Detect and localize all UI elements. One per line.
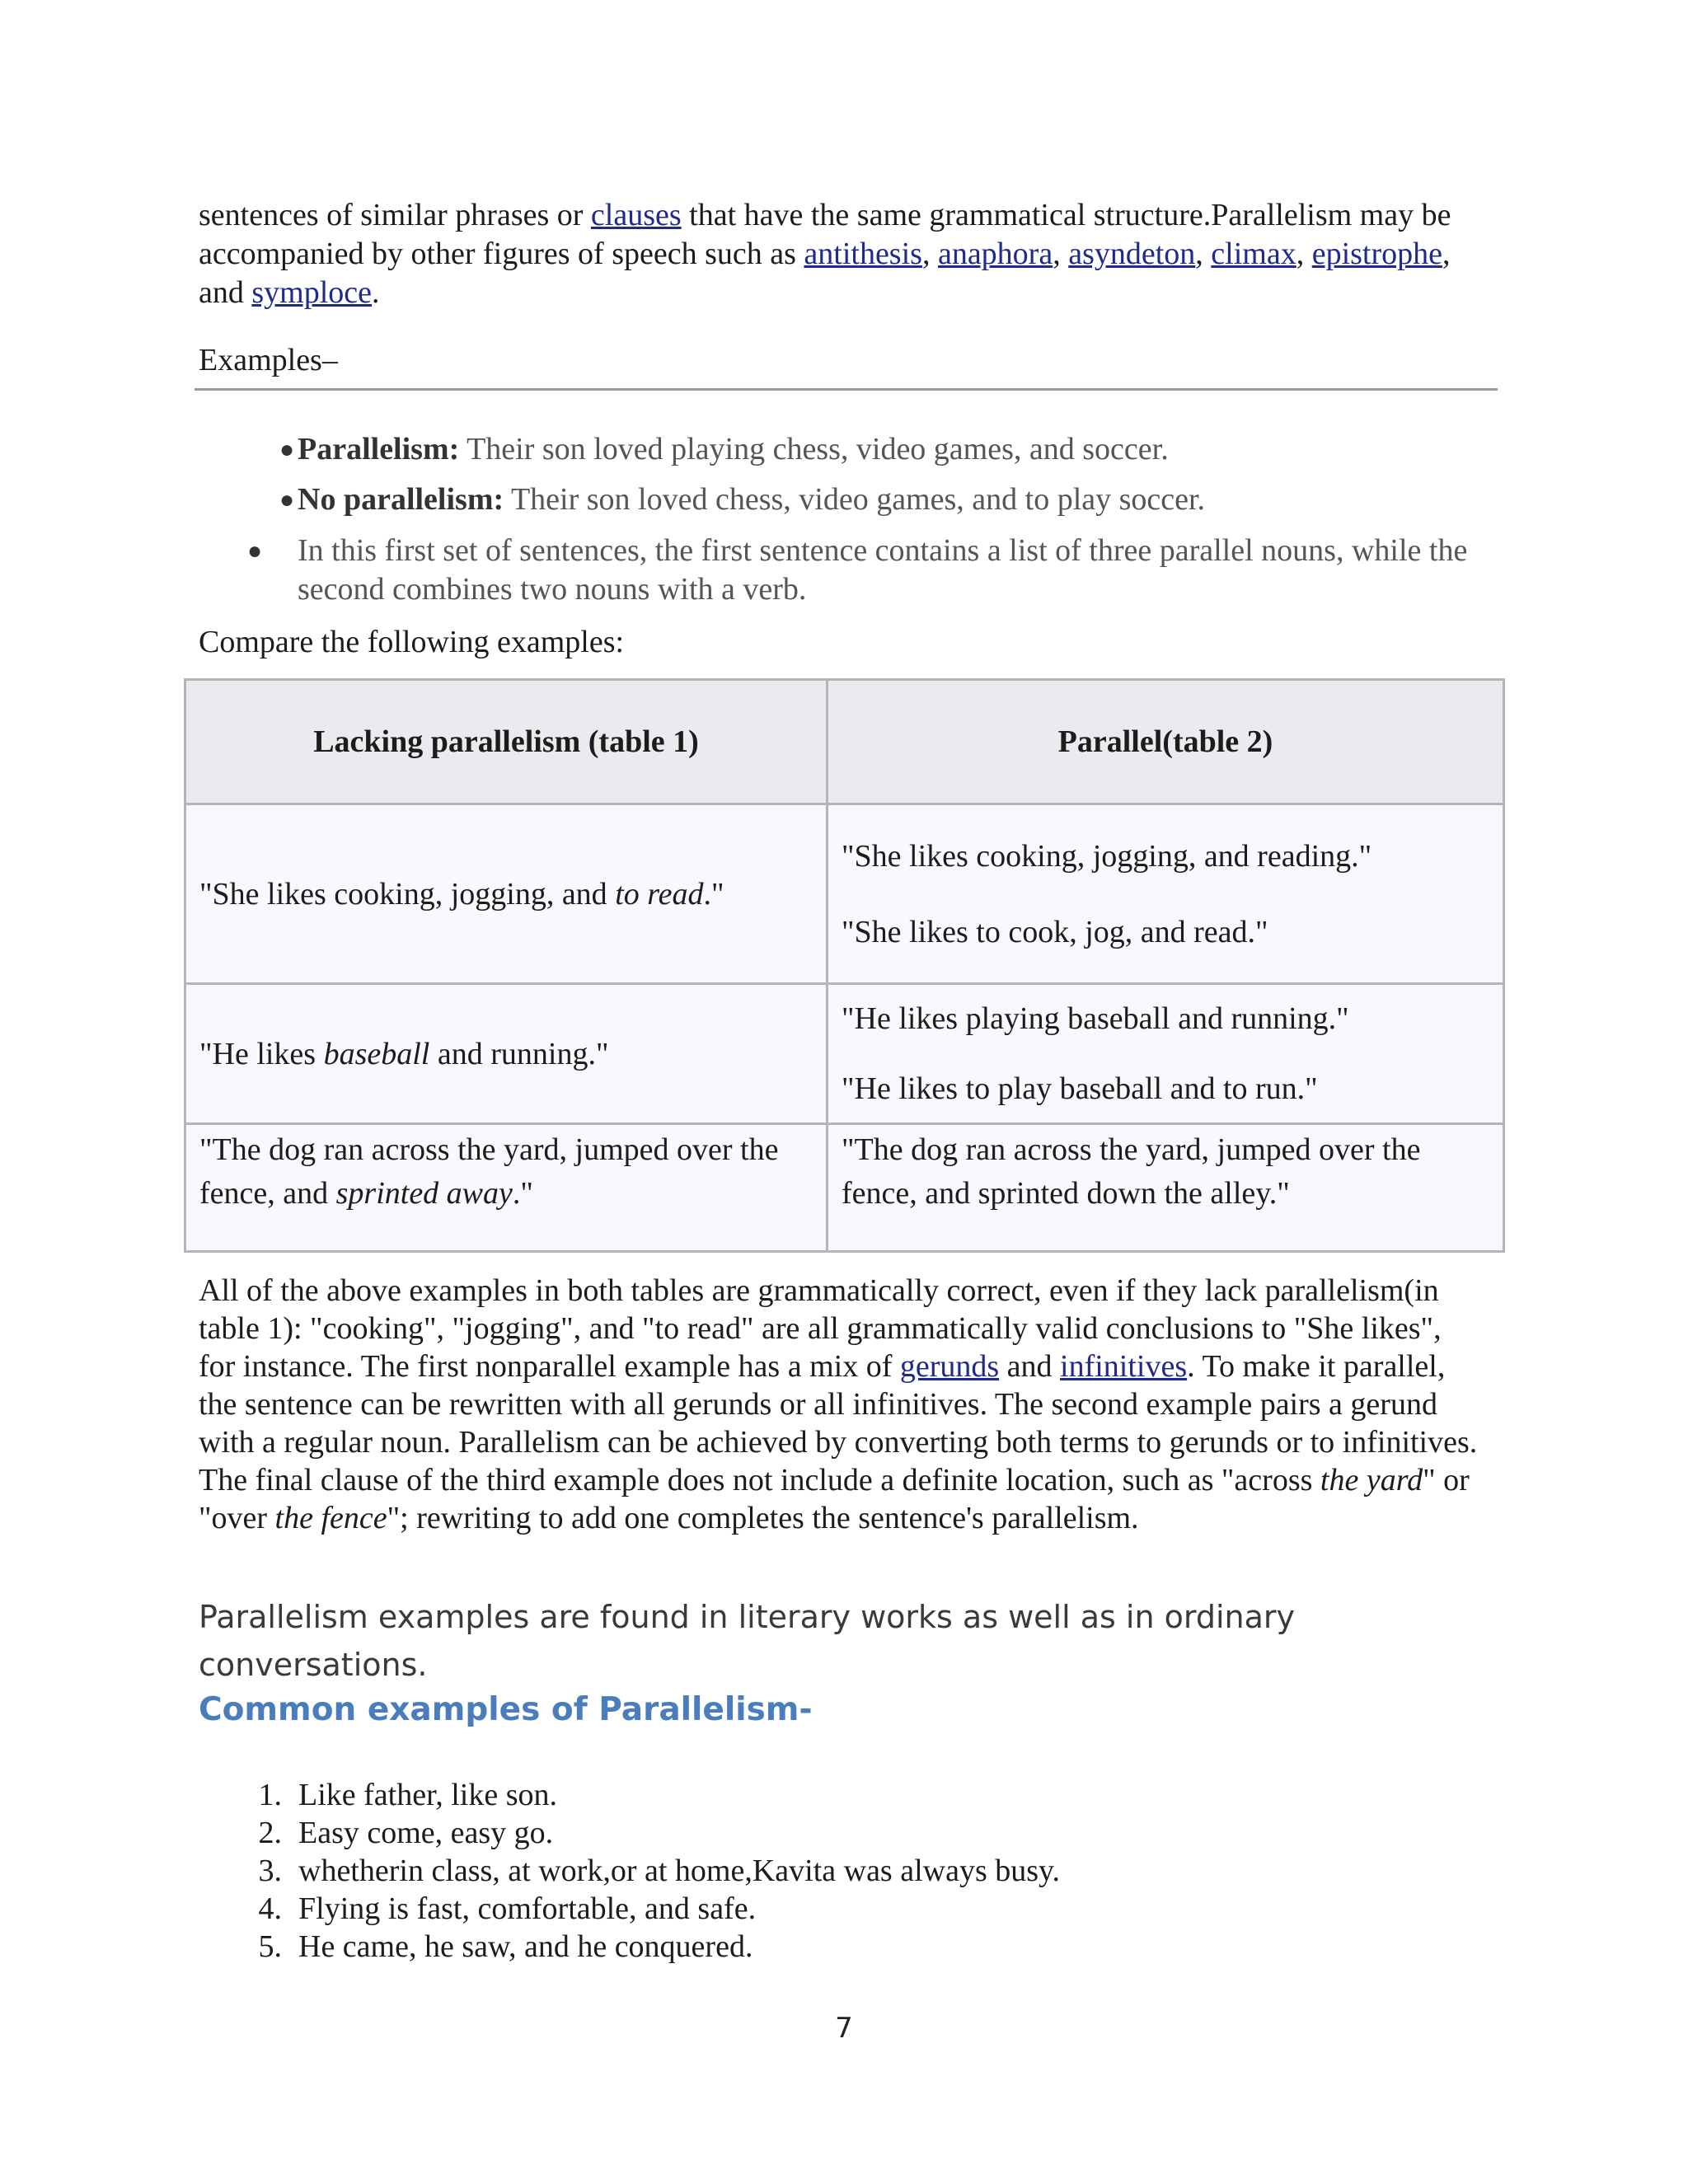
bullet-item bbox=[298, 532, 1484, 609]
list-number: 4. bbox=[258, 1891, 282, 1926]
cell-text: "The dog ran across the yard, jumped over the fence, and sprinted down the alley." bbox=[842, 1132, 1421, 1211]
examples-list bbox=[199, 1776, 1060, 1966]
link-clauses[interactable]: clauses bbox=[590, 198, 682, 232]
link-gerunds[interactable]: gerunds bbox=[899, 1349, 1000, 1384]
examples-label: Examples– bbox=[199, 343, 338, 377]
list-number: 2. bbox=[258, 1816, 282, 1850]
para-emphasis: the yard bbox=[1320, 1463, 1423, 1497]
list-item bbox=[199, 1776, 1060, 1814]
bullet-item bbox=[298, 480, 1205, 519]
cell-text: "The dog ran across the yard, jumped over the fence, and bbox=[199, 1132, 779, 1211]
literary-paragraph: Parallelism examples are found in literary works as well as in ordinary conversations. bbox=[199, 1599, 1295, 1683]
para-text: " or "over bbox=[199, 1463, 1470, 1535]
para-text: All of the above examples in both tables are grammatically correct, even if they lack parallelism(in table 1): "cooking", "jogging", and "to read" are all grammatically valid conclusions to "She likes", for instance. The first nonparallel example has a mix of bbox=[199, 1273, 1442, 1384]
separator: , bbox=[1296, 237, 1312, 271]
list-number: 5. bbox=[258, 1929, 282, 1964]
para-emphasis: the fence bbox=[274, 1501, 387, 1535]
intro-text: sentences of similar phrases or bbox=[199, 198, 591, 232]
list-item bbox=[199, 1928, 1060, 1966]
list-item bbox=[199, 1890, 1060, 1928]
table-row bbox=[185, 984, 1504, 1124]
bullet-dot-icon: ● bbox=[279, 436, 295, 463]
link-antithesis[interactable]: antithesis bbox=[804, 237, 922, 271]
list-number: 1. bbox=[258, 1778, 282, 1812]
bullet-dot-icon: ● bbox=[279, 486, 295, 513]
list-text: Like father, like son. bbox=[298, 1778, 557, 1812]
separator: . bbox=[372, 275, 380, 310]
bullet-label: No parallelism: bbox=[298, 482, 504, 517]
table-header-cell: Parallel(table 2) bbox=[828, 680, 1504, 804]
link-epistrophe[interactable]: epistrophe bbox=[1311, 237, 1442, 271]
divider-rule bbox=[195, 388, 1498, 391]
cell-text: "She likes to cook, jog, and read." bbox=[842, 914, 1268, 949]
separator: , bbox=[1195, 237, 1212, 271]
list-text: Easy come, easy go. bbox=[298, 1816, 554, 1850]
cell-text: ." bbox=[512, 1176, 533, 1211]
link-symploce[interactable]: symploce bbox=[251, 275, 373, 310]
table-cell bbox=[828, 984, 1504, 1124]
cell-text: "He likes to play baseball and to run." bbox=[842, 1071, 1318, 1106]
list-item bbox=[199, 1814, 1060, 1852]
cell-text: "She likes cooking, jogging, and bbox=[199, 876, 616, 912]
bullet-text: Their son loved playing chess, video games, and soccer. bbox=[459, 432, 1169, 466]
bullet-text: In this first set of sentences, the first sentence contains a list of three parallel nouns, while the second combines two nouns with a verb. bbox=[298, 533, 1468, 607]
table-row bbox=[185, 804, 1504, 984]
table-header-row bbox=[185, 680, 1504, 804]
bullet-text: Their son loved chess, video games, and to play soccer. bbox=[504, 482, 1206, 517]
table-cell bbox=[185, 1124, 828, 1252]
cell-text: "She likes cooking, jogging, and reading." bbox=[842, 838, 1372, 874]
table-cell bbox=[828, 1124, 1504, 1252]
bullet-item bbox=[298, 430, 1169, 469]
cell-emphasis: sprinted away bbox=[335, 1176, 513, 1211]
comparison-table bbox=[184, 678, 1505, 1253]
intro-paragraph bbox=[199, 196, 1484, 312]
page-number: 7 bbox=[835, 2012, 853, 2045]
list-item bbox=[199, 1852, 1060, 1890]
cell-emphasis: to read bbox=[615, 876, 704, 912]
para-text: . To make it parallel, the sentence can be rewritten with all gerunds or all infinitives. The second example pairs a gerund with a regular noun. Parallelism can be achieved by converting both terms to gerunds or to infinitives. The final clause of the third example does not include a definite location, such as "across bbox=[199, 1349, 1478, 1497]
intro-text: that have the same grammatical structure.Parallelism may be accompanied by other figures of speech such as bbox=[199, 198, 1451, 271]
link-anaphora[interactable]: anaphora bbox=[937, 237, 1053, 271]
para-text: "; rewriting to add one completes the sentence's parallelism. bbox=[387, 1501, 1139, 1535]
bullet-label: Parallelism: bbox=[298, 432, 460, 466]
cell-text: "He likes playing baseball and running." bbox=[842, 1001, 1349, 1036]
list-text: He came, he saw, and he conquered. bbox=[298, 1929, 753, 1964]
list-number: 3. bbox=[258, 1854, 282, 1888]
cell-text: and running." bbox=[429, 1036, 609, 1071]
cell-emphasis: baseball bbox=[323, 1036, 430, 1071]
table-cell bbox=[185, 984, 828, 1124]
table-row bbox=[185, 1124, 1504, 1252]
table-cell bbox=[185, 804, 828, 984]
bullet-dot-icon: ● bbox=[247, 537, 263, 565]
cell-text: ." bbox=[703, 876, 724, 912]
link-asyndeton[interactable]: asyndeton bbox=[1068, 237, 1196, 271]
table-header-cell: Lacking parallelism (table 1) bbox=[185, 680, 828, 804]
explanation-paragraph bbox=[199, 1272, 1484, 1537]
separator: , bbox=[1053, 237, 1069, 271]
separator: , and bbox=[199, 237, 1451, 310]
link-climax[interactable]: climax bbox=[1211, 237, 1296, 271]
list-text: Flying is fast, comfortable, and safe. bbox=[298, 1891, 757, 1926]
cell-text: "He likes bbox=[199, 1036, 324, 1071]
table-cell bbox=[828, 804, 1504, 984]
link-infinitives[interactable]: infinitives bbox=[1060, 1349, 1188, 1384]
compare-label: Compare the following examples: bbox=[199, 625, 625, 659]
separator: , bbox=[921, 237, 938, 271]
para-text: and bbox=[999, 1349, 1061, 1384]
section-heading: Common examples of Parallelism- bbox=[199, 1691, 813, 1728]
list-text: whetherin class, at work,or at home,Kavita was always busy. bbox=[298, 1854, 1061, 1888]
